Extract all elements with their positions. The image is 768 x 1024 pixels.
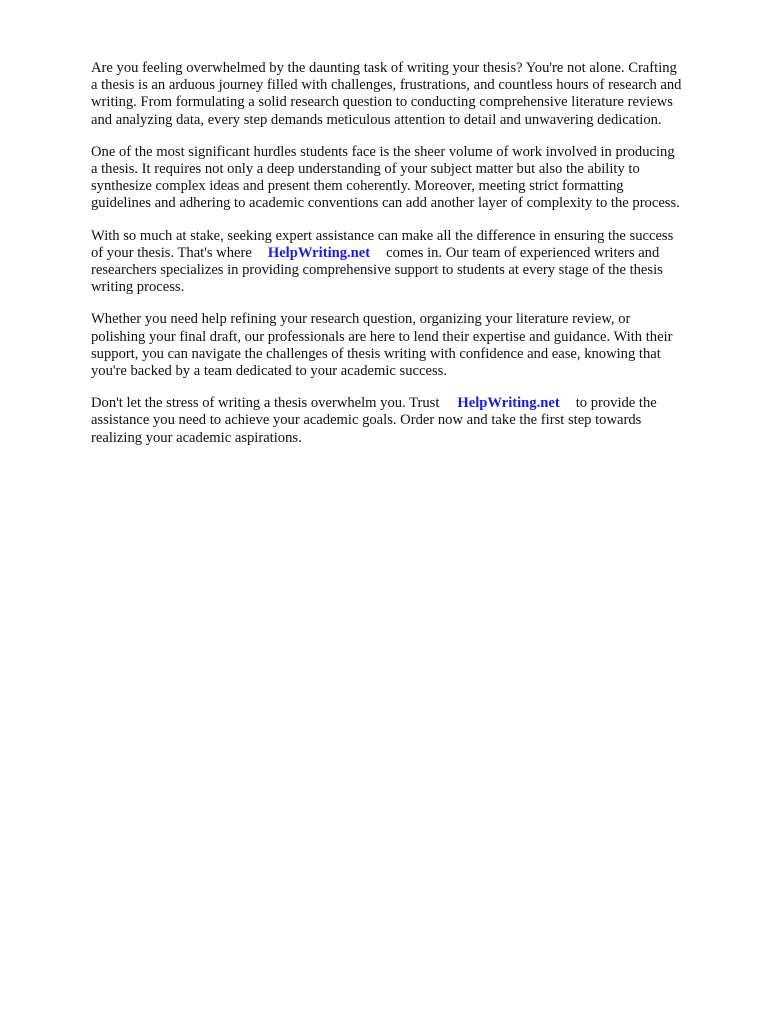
document-page (91, 60, 731, 462)
text-line: assistance you need to achieve your academic goals. Order now and take the first step towards (91, 412, 642, 429)
paragraph-hurdles (91, 144, 731, 213)
text-line: researchers specializes in providing comprehensive support to students at every stage of the thesis (91, 262, 663, 279)
text-line: realizing your academic aspirations. (91, 429, 302, 446)
text-line: a thesis. It requires not only a deep understanding of your subject matter but also the ability to (91, 161, 640, 178)
text-line-with-link (91, 395, 731, 412)
text-line: a thesis is an arduous journey filled with challenges, frustrations, and countless hours of research and (91, 77, 682, 94)
text-segment: of your thesis. That's where (91, 244, 252, 261)
helpwriting-link[interactable]: HelpWriting.net (457, 395, 560, 412)
text-line: and analyzing data, every step demands meticulous attention to detail and unwavering dedication. (91, 111, 662, 128)
text-line-with-link (91, 245, 731, 262)
helpwriting-link[interactable]: HelpWriting.net (267, 244, 371, 261)
text-segment: to provide the (575, 395, 657, 412)
text-segment: comes in. Our team of experienced writers and (386, 244, 660, 261)
paragraph-assistance (91, 228, 731, 297)
text-line: you're backed by a team dedicated to your academic success. (91, 363, 447, 380)
text-line: writing process. (91, 279, 185, 296)
text-line: synthesize complex ideas and present them coherently. Moreover, meeting strict formatting (91, 178, 624, 195)
text-line: Whether you need help refining your research question, organizing your literature review, or (91, 311, 631, 328)
text-line: polishing your final draft, our professionals are here to lend their expertise and guidance. With their (91, 328, 673, 345)
text-segment: Don't let the stress of writing a thesis overwhelm you. Trust (91, 395, 440, 412)
text-line: support, you can navigate the challenges of thesis writing with confidence and ease, knowing that (91, 345, 661, 362)
text-line: writing. From formulating a solid research question to conducting comprehensive literature reviews (91, 94, 673, 111)
text-line: Are you feeling overwhelmed by the daunting task of writing your thesis? You're not alone. Crafting (91, 60, 677, 76)
text-line: guidelines and adhering to academic conventions can add another layer of complexity to the process. (91, 195, 680, 212)
paragraph-intro (91, 60, 731, 129)
text-line: One of the most significant hurdles students face is the sheer volume of work involved in producing (91, 143, 675, 160)
paragraph-call-to-action (91, 395, 731, 447)
paragraph-support (91, 311, 731, 380)
text-line: With so much at stake, seeking expert assistance can make all the difference in ensuring the success (91, 227, 674, 244)
